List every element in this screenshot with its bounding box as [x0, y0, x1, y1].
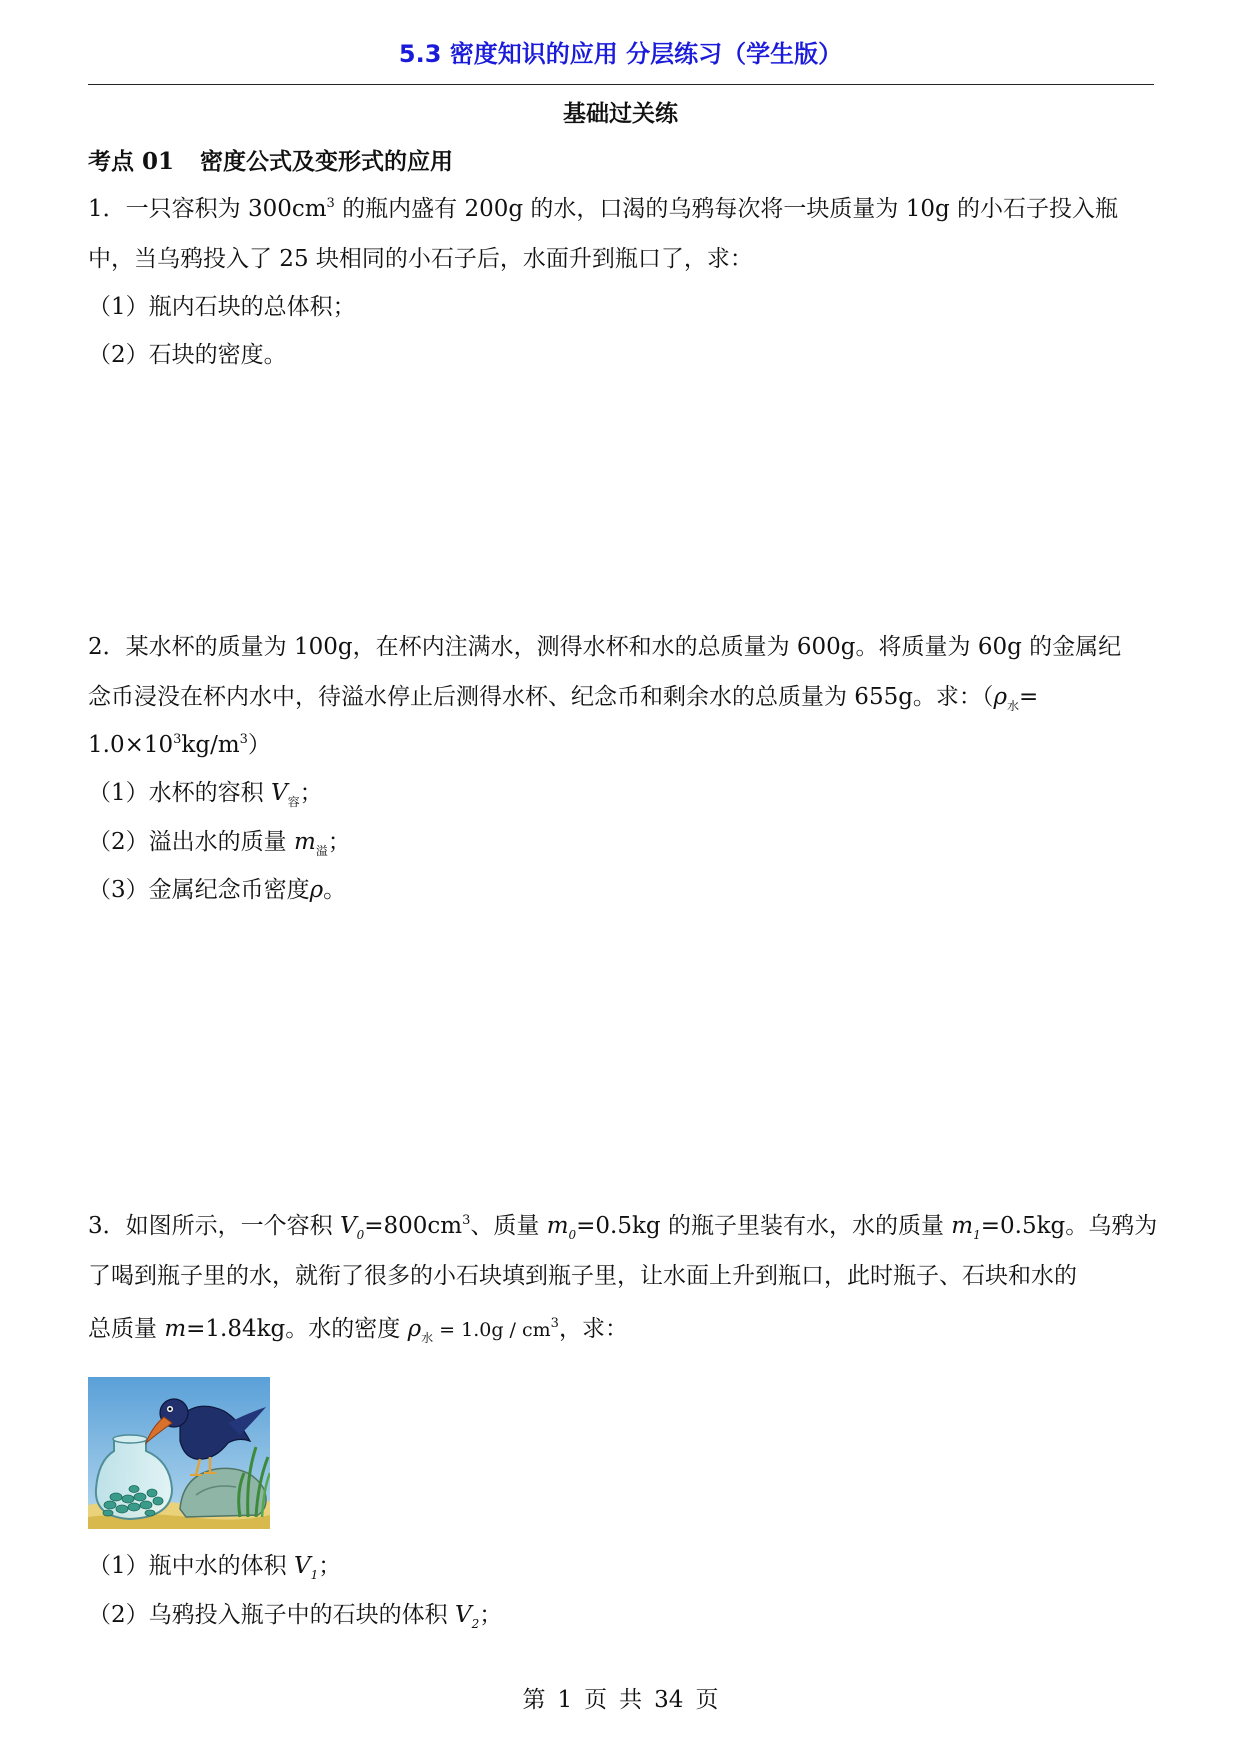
footer-text: 页 [695, 1687, 719, 1713]
var-subscript: 2 [471, 1617, 480, 1631]
q1-subq-1: （1）瓶内石块的总体积； [88, 294, 356, 320]
section-title: 基础过关练 [563, 100, 678, 127]
q2-line-2 [88, 681, 1154, 713]
q1-subq-2: （2）石块的密度。 [88, 342, 287, 368]
q3-subq-1-text: （1）瓶中水的体积 [88, 1553, 294, 1579]
q3-text: 3．如图所示，一个容积 [88, 1213, 340, 1239]
rho-symbol: ρ [993, 684, 1007, 710]
footer-text: 共 [619, 1687, 643, 1713]
header-divider [88, 84, 1154, 85]
semicolon: ； [327, 829, 351, 855]
var-subscript: 容 [287, 795, 300, 809]
q3-text: =0.5kg。乌鸦为 [980, 1213, 1158, 1239]
close-paren: ） [247, 732, 271, 758]
var-subscript: 0 [568, 1228, 577, 1242]
rho-symbol: ρ [407, 1316, 422, 1342]
q2-line-3 [88, 729, 1154, 761]
unit-exponent: 3 [462, 1213, 471, 1228]
q3-text: 总质量 [88, 1316, 165, 1342]
page-number: 1 [557, 1687, 573, 1713]
unit-exponent: 3 [550, 1316, 559, 1331]
q2-subq-3-text: （3）金属纪念币密度 [88, 877, 310, 903]
q3-text: =0.5kg 的瓶子里装有水，水的质量 [576, 1213, 952, 1239]
q2-subq-2-text: （2）溢出水的质量 [88, 829, 294, 855]
var-subscript: 溢 [315, 844, 328, 858]
topic-heading [88, 146, 1154, 178]
var-V: V [270, 780, 288, 806]
period: 。 [323, 877, 347, 903]
var-m: m [951, 1213, 974, 1239]
q2-density-unit: kg/m [181, 732, 240, 758]
exponent: 3 [173, 732, 182, 747]
q3-subq-1 [88, 1550, 1154, 1582]
q3-text: ，求： [558, 1316, 628, 1342]
q1-text-cont: 的瓶内盛有 200g 的水，口渴的乌鸦每次将一块质量为 10g 的小石子投入瓶 [334, 196, 1118, 222]
density-formula: = 1.0g / cm [433, 1319, 551, 1341]
q2-line-1: 2．某水杯的质量为 100g，在杯内注满水，测得水杯和水的总质量为 600g。将质量为 60g 的金属纪 [88, 634, 1122, 660]
page-footer [0, 1681, 1241, 1714]
topic-label: 考点 01 [88, 148, 175, 175]
crow-bottle-illustration [88, 1377, 270, 1529]
q1-text: 1．一只容积为 300cm [88, 196, 327, 222]
semicolon: ； [318, 1553, 342, 1579]
footer-text: 第 [522, 1687, 546, 1713]
q3-line-3 [88, 1313, 1154, 1346]
q3-text: 、质量 [470, 1213, 547, 1239]
q2-subq-1-text: （1）水杯的容积 [88, 780, 271, 806]
q2-density-value: 1.0×10 [88, 732, 174, 758]
var-subscript: 0 [356, 1228, 365, 1242]
q1-line-2: 中，当乌鸦投入了 25 块相同的小石子后，水面升到瓶口了，求： [88, 246, 753, 272]
q3-line-2: 了喝到瓶子里的水，就衔了很多的小石块填到瓶子里，让水面上升到瓶口，此时瓶子、石块和水的 [88, 1263, 1077, 1289]
q2-text: 念币浸没在杯内水中，待溢水停止后测得水杯、纪念币和剩余水的总质量为 655g。求：（ [88, 684, 994, 710]
var-V: V [454, 1602, 472, 1628]
var-subscript: 1 [310, 1568, 319, 1582]
q3-subq-2-text: （2）乌鸦投入瓶子中的石块的体积 [88, 1602, 455, 1628]
var-m: m [164, 1316, 187, 1342]
rho-symbol: ρ [309, 877, 324, 903]
total-pages: 34 [654, 1687, 684, 1713]
q2-subq-1 [88, 777, 1154, 809]
q2-subq-2 [88, 826, 1154, 858]
rho-subscript: 水 [421, 1331, 434, 1345]
var-V: V [339, 1213, 357, 1239]
q2-subq-3 [88, 874, 1154, 906]
var-m: m [546, 1213, 569, 1239]
semicolon: ； [479, 1602, 503, 1628]
q1-line-1 [88, 193, 1154, 225]
unit-exponent: 3 [239, 732, 248, 747]
footer-text: 页 [584, 1687, 608, 1713]
var-subscript: 1 [973, 1228, 981, 1242]
q3-line-1 [88, 1210, 1158, 1242]
var-m: m [293, 829, 316, 855]
q3-subq-2 [88, 1599, 1154, 1631]
equals-sign: = [1018, 684, 1039, 710]
rho-subscript: 水 [1006, 699, 1019, 713]
q3-text: =1.84kg。水的密度 [186, 1316, 408, 1342]
q3-volume: =800cm [364, 1213, 463, 1239]
semicolon: ； [299, 780, 323, 806]
topic-name: 密度公式及变形式的应用 [200, 148, 454, 175]
document-title: 5.3 密度知识的应用 分层练习（学生版） [398, 40, 843, 68]
var-V: V [293, 1553, 311, 1579]
q1-superscript: 3 [326, 196, 335, 211]
